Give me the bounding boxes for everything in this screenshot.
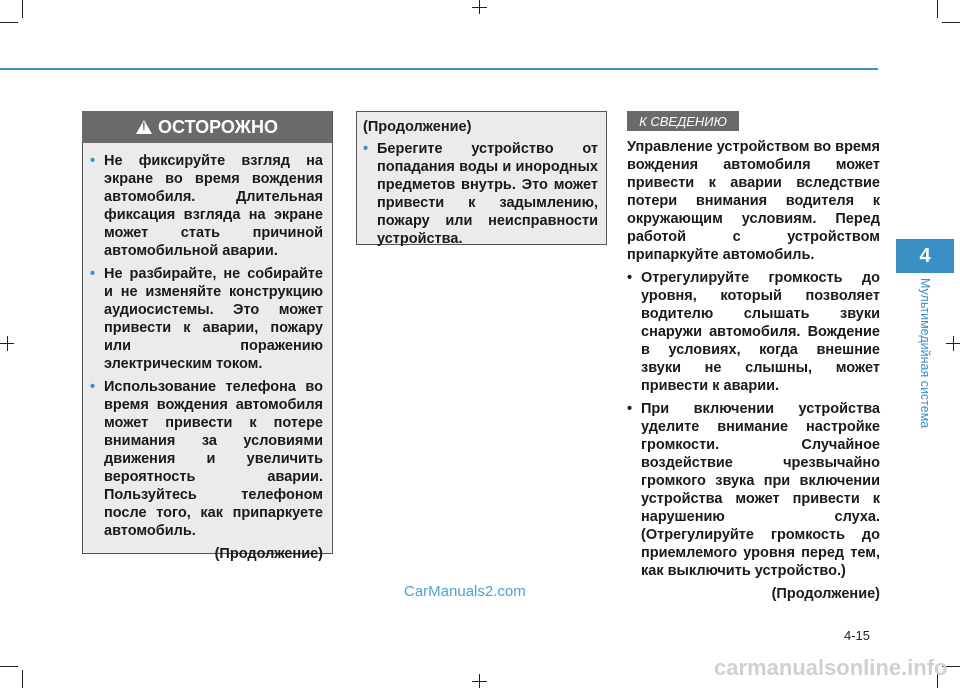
warning-item-text: Не разбирайте, не собирайте и не изменяйте конструкцию аудиосистемы. Это может привести к аварии, пожару или поражению электрическим током.	[104, 266, 323, 372]
info-item	[627, 269, 880, 395]
page-number: 4-15	[844, 628, 871, 643]
header-rule	[0, 68, 878, 70]
bullet-icon: •	[627, 270, 633, 286]
info-item-text: При включении устройства уделите внимание настройке громкости. Случайное воздействие чрезвычайно громкого звука при включении устройства может привести к нарушению слуха. (Отрегулируйте громкость до приемлемого уровня перед тем, как выключить устройство.)	[641, 401, 880, 579]
registration-mark	[7, 336, 8, 351]
bullet-icon: •	[90, 153, 96, 169]
continued-label: (Продолжение)	[771, 586, 880, 602]
chapter-title: Мультимедийная система	[918, 278, 932, 429]
continued-header: (Продолжение)	[363, 119, 472, 135]
continued-label: (Продолжение)	[214, 546, 323, 562]
info-paragraph: Управление устройством во время вождения автомобиля может привести к аварии вследствие потери внимания водителя к окружающим условиям. Перед работой с устройством припаркуйте автомобиль.	[627, 139, 880, 263]
warning-header	[82, 111, 332, 143]
bullet-icon: •	[363, 141, 369, 157]
warning-item-text: Берегите устройство от попадания воды и инородных предметов внутрь. Это может привести к задымлению, пожару или неисправности устройства.	[377, 141, 598, 247]
bullet-icon: •	[627, 401, 633, 417]
warning-item-text: Использование телефона во время вождения автомобиля может привести к потере внимания за условиями движения и увеличить вероятность аварии. Пользуйтесь телефоном после того, как припаркуете автомобиль.	[104, 379, 323, 539]
watermark-top[interactable]: CarManuals2.com	[404, 583, 526, 600]
warning-item-text: Не фиксируйте взгляд на экране во время вождения автомобиля. Длительная фиксация взгляда на экране может стать причиной автомобильной аварии.	[104, 153, 323, 259]
registration-mark	[472, 681, 487, 682]
info-item-text: Отрегулируйте громкость до уровня, который позволяет водителю слышать звуки снаружи автомобиля. Вождение в условиях, когда внешние звуки не слышны, может привести к аварии.	[641, 270, 880, 394]
watermark-bottom[interactable]: carmanualsonline.info	[714, 655, 948, 680]
crop-mark	[22, 670, 23, 688]
bullet-icon: •	[90, 379, 96, 395]
chapter-tab: 4	[896, 239, 954, 273]
bullet-icon: •	[90, 266, 96, 282]
warning-item	[90, 152, 323, 260]
crop-mark	[0, 22, 18, 23]
info-item	[627, 400, 880, 580]
warning-item	[363, 140, 598, 248]
info-badge: К СВЕДЕНИЮ	[627, 111, 739, 131]
warning-item	[90, 265, 323, 373]
info-body	[627, 138, 880, 603]
warning-continued-body	[363, 118, 598, 253]
crop-mark	[0, 666, 18, 667]
registration-mark	[472, 7, 487, 8]
registration-mark	[953, 336, 954, 351]
crop-mark	[22, 0, 23, 18]
crop-mark	[942, 22, 960, 23]
warning-title: ОСТОРОЖНО	[158, 116, 278, 137]
warning-icon	[136, 120, 152, 134]
crop-mark	[937, 0, 938, 18]
warning-item	[90, 378, 323, 540]
warning-body	[90, 152, 323, 563]
